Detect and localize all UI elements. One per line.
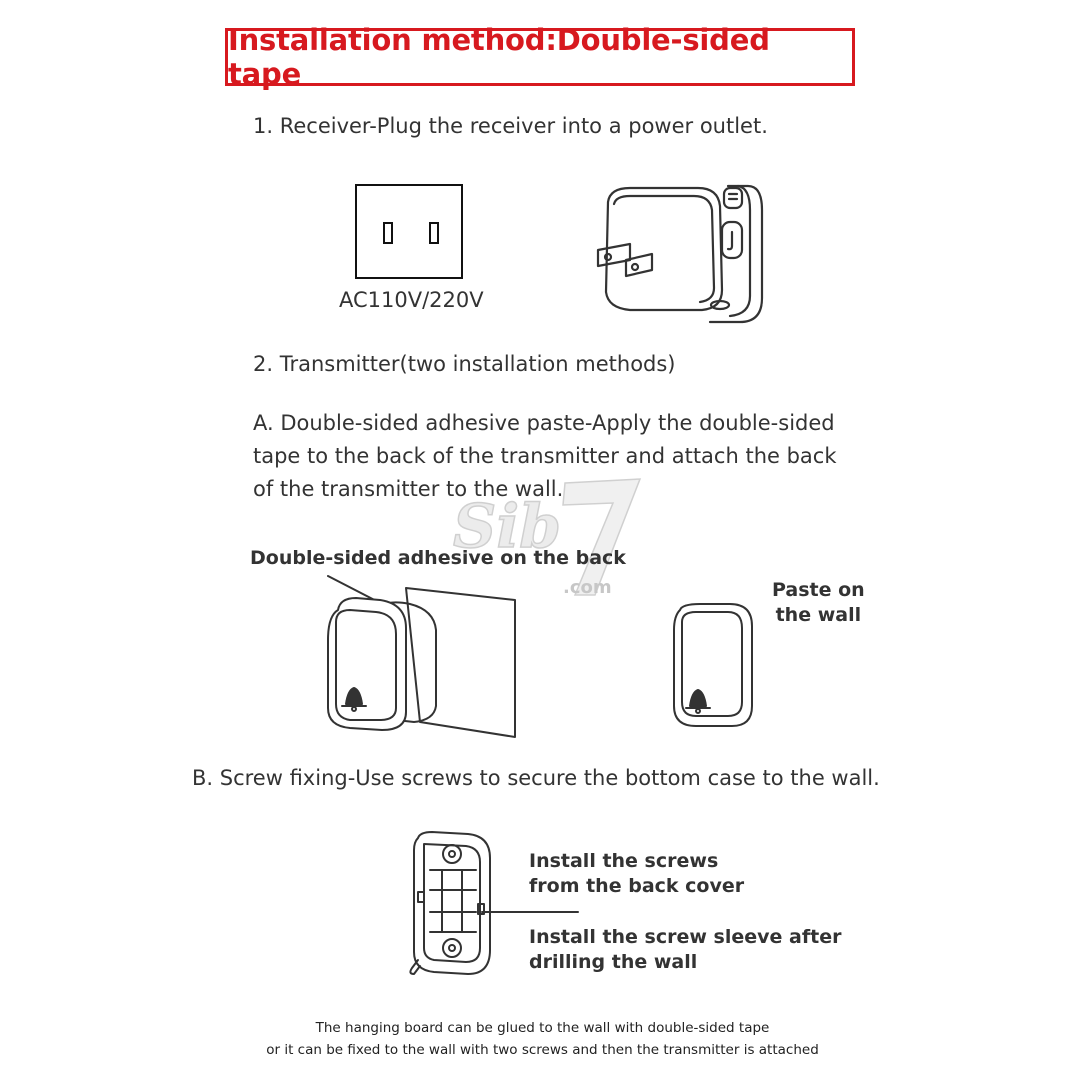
paste-wall-label: Paste on the wall [772, 579, 865, 626]
method-b-text: B. Screw fixing-Use screws to secure the bottom case to the wall. [192, 766, 880, 790]
transmitter-adhesive-illustration [310, 570, 530, 745]
install-sleeve-label: Install the screw sleeve after drilling the wall [529, 926, 842, 973]
socket-voltage-label: AC110V/220V [339, 288, 484, 312]
svg-text:Sib: Sib [453, 492, 562, 562]
step2-text: 2. Transmitter(two installation methods) [253, 352, 676, 376]
method-a-line: of the transmitter to the wall. [253, 477, 564, 501]
method-a-line: A. Double-sided adhesive paste-Apply the double-sided [253, 411, 835, 435]
install-screws-label: Install the screws from the back cover [529, 850, 745, 897]
step1-text: 1. Receiver-Plug the receiver into a power outlet. [253, 114, 768, 138]
method-a-line: tape to the back of the transmitter and attach the back [253, 444, 837, 468]
footer-line: The hanging board can be glued to the wall with double-sided tape [315, 1020, 770, 1036]
footer-line: or it can be fixed to the wall with two screws and then the transmitter is attached [266, 1042, 819, 1058]
power-outlet-icon [355, 184, 463, 279]
transmitter-on-wall-illustration [660, 600, 770, 735]
page-title: Installation method:Double-sided tape [228, 23, 770, 91]
svg-text:.com: .com [563, 577, 612, 598]
adhesive-label: Double-sided adhesive on the back [250, 547, 626, 569]
receiver-plug-illustration [590, 180, 780, 330]
title-box [225, 23, 855, 91]
